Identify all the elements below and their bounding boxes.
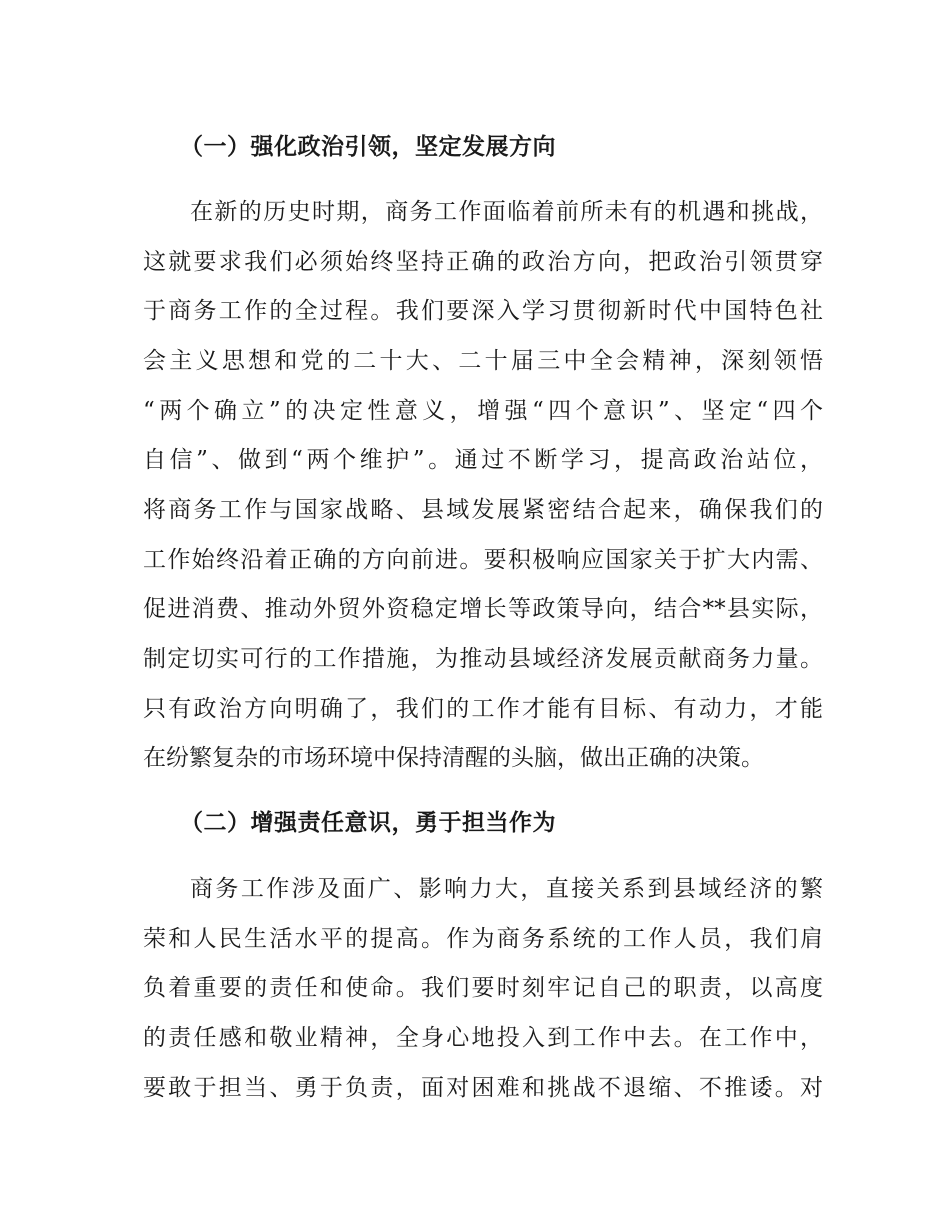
paragraph-line: 会主义思想和党的二十大、二十届三中全会精神，深刻领悟 [143, 348, 823, 374]
paragraph-line: 要敢于担当、勇于负责，面对困难和挑战不退缩、不推诿。对 [143, 1075, 823, 1101]
section-heading-2: （二）增强责任意识，勇于担当作为 [180, 810, 556, 836]
paragraph-line: 在纷繁复杂的市场环境中保持清醒的头脑，做出正确的决策。 [143, 745, 764, 771]
paragraph-line: 于商务工作的全过程。我们要深入学习贯彻新时代中国特色社 [143, 298, 823, 324]
paragraph-line: 的责任感和敬业精神，全身心地投入到工作中去。在工作中， [143, 1025, 823, 1051]
paragraph-line: 工作始终沿着正确的方向前进。要积极响应国家关于扩大内需、 [143, 547, 823, 573]
paragraph-line: 制定切实可行的工作措施，为推动县域经济发展贡献商务力量。 [143, 646, 823, 672]
paragraph-line: 这就要求我们必须始终坚持正确的政治方向，把政治引领贯穿 [143, 249, 823, 275]
paragraph-line: 负着重要的责任和使命。我们要时刻牢记自己的职责，以高度 [143, 975, 823, 1001]
paragraph-line: 商务工作涉及面广、影响力大，直接关系到县域经济的繁 [190, 876, 823, 902]
paragraph-line: “两个确立”的决定性意义，增强“四个意识”、坚定“四个 [143, 398, 823, 424]
paragraph-line: 在新的历史时期，商务工作面临着前所未有的机遇和挑战， [190, 199, 823, 225]
paragraph-line: 自信”、做到“两个维护”。通过不断学习，提高政治站位， [143, 447, 823, 473]
section-heading-1: （一）强化政治引领，坚定发展方向 [180, 134, 556, 160]
paragraph-line: 只有政治方向明确了，我们的工作才能有目标、有动力，才能 [143, 696, 823, 722]
paragraph-line: 促进消费、推动外贸外资稳定增长等政策导向，结合**县实际， [143, 596, 823, 622]
paragraph-line: 荣和人民生活水平的提高。作为商务系统的工作人员，我们肩 [143, 926, 823, 952]
paragraph-line: 将商务工作与国家战略、县域发展紧密结合起来，确保我们的 [143, 497, 823, 523]
